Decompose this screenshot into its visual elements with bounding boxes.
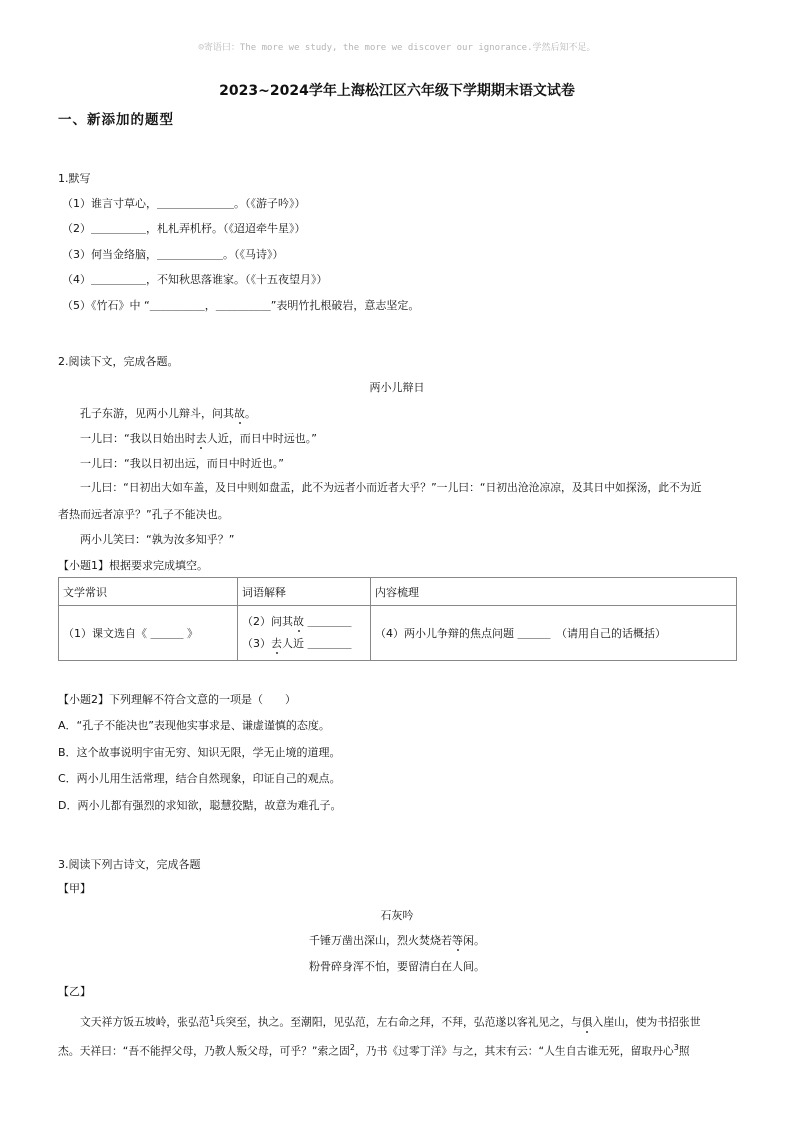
q1-item-3: （3）何当金络脑，＿＿＿＿＿＿。（《马诗》） [62,248,284,261]
poem-line-2: 粉骨碎身浑不怕，要留清白在人间。 [309,960,485,973]
q1-item-1: （1）谁言寸草心，＿＿＿＿＿＿＿。（《游子吟》） [62,197,306,210]
passage-line-2: 一儿曰：“我以日始出时去人近，而日中时远也。” [80,432,317,445]
section-heading: 一、新添加的题型 [58,112,174,128]
subquestion-1: 【小题1】根据要求完成填空。 [58,559,208,572]
table-cell-summary: （4）两小儿争辩的焦点问题 ＿＿＿ （请用自己的话概括） [371,606,737,661]
passage-line-4-cont: 者热而远者凉乎？”孔子不能决也。 [58,508,229,521]
passage-line-3: 一儿曰：“我以日初出远，而日中时近也。” [80,457,284,470]
q1-item-4: （4）＿＿＿＿＿，不知秋思落谁家。（《十五夜望月》） [62,273,328,286]
table-header-vocabulary: 词语解释 [238,578,371,606]
option-b: B．这个故事说明宇宙无穷、知识无限，学无止境的道理。 [58,746,341,759]
emphasis-char: 故 [234,407,245,420]
part-yi-label: 【乙】 [58,985,91,998]
q1-heading: 1.默写 [58,172,91,185]
emphasis-char: 俱 [581,1015,593,1029]
subquestion-2: 【小题2】下列理解不符合文意的一项是（ ） [58,693,296,706]
table-cell-source: （1）课文选自《 ＿＿＿ 》 [59,606,238,661]
option-c: C．两小儿用生活常理，结合自然现象，印证自己的观点。 [58,772,341,785]
q3-heading: 3.阅读下列古诗文，完成各题 [58,858,201,871]
q1-item-2: （2）＿＿＿＿＿，札札弄机杼。（《迢迢牵牛星》） [62,222,306,235]
emphasis-char: 去 [195,432,207,445]
q1-item-5: （5）《竹石》中 “＿＿＿＿＿，＿＿＿＿＿”表明竹扎根破岩，意志坚定。 [62,299,420,312]
passage-line-1: 孔子东游，见两小儿辩斗，问其故。 [80,407,256,420]
passage-title: 两小儿辩日 [369,381,425,394]
emphasis-char: 故 [293,615,304,628]
poem-line-1: 千锤万凿出深山，烈火焚烧若等闲。 [309,934,485,947]
prose-line-2: 杰。天祥曰：“吾不能捍父母，乃教人叛父母，可乎？”索之固$^2$，乃书《过零丁洋》与之，其末有云：“人生自古谁无死，留取丹心$^3$照 [58,1043,690,1058]
passage-line-4: 一儿曰：“日初出大如车盖，及日中则如盘盂，此不为远者小而近者大乎？”一儿曰：“日初出沧沧凉凉，及其日中如探汤，此不为近 [80,481,702,494]
option-d: D．两小儿都有强烈的求知欲，聪慧狡黠，故意为难孔子。 [58,799,342,812]
table-header-literature: 文学常识 [59,578,238,606]
page-title: 2023~2024学年上海松江区六年级下学期期末语文试卷 [219,83,575,99]
q2-heading: 2.阅读下文，完成各题。 [58,355,179,368]
passage-line-5: 两小儿笑曰：“孰为汝多知乎？” [80,533,235,546]
part-jia-label: 【甲】 [58,882,91,895]
poem-title: 石灰吟 [380,909,414,922]
emphasis-char: 等 [452,934,463,947]
option-a: A．“孔子不能决也”表现他实事求是、谦虚谨慎的态度。 [58,719,330,732]
emphasis-char: 去 [271,637,282,650]
prose-line-1: 文天祥方饭五坡岭，张弘范$^1$兵突至，执之。至潮阳，见弘范，左右命之拜，不拜，弘范遂以客礼见之，与俱入崖山，使为书招张世 [80,1014,701,1029]
table-cell-words: （2）问其故 ＿＿＿＿ （3）去人近 ＿＿＿＿ [238,606,371,661]
table-header-content: 内容梳理 [371,578,737,606]
answer-table [58,577,737,661]
watermark-motto: ☺寄语曰：The more we study, the more we discover our ignorance.学然后知不足。 [198,43,596,53]
